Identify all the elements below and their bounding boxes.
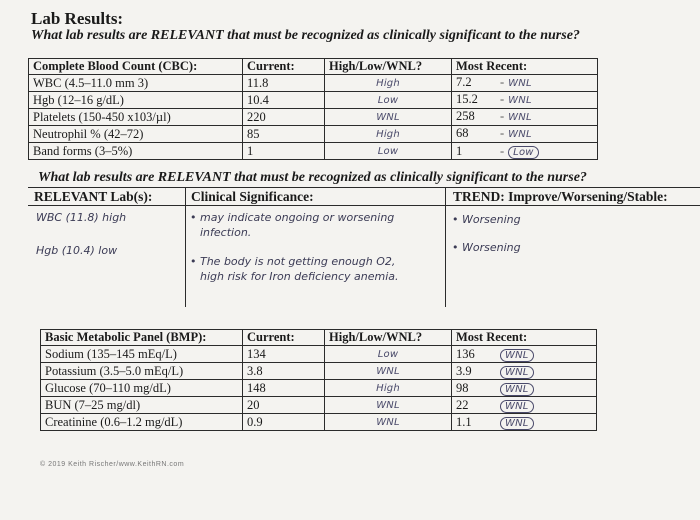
relevant-question-text: What lab results are RELEVANT that must be recognized as clinically significant to the nurse? — [38, 170, 587, 185]
recent-value: 22 — [456, 397, 469, 412]
recent-status-handwritten: WNL — [508, 95, 532, 106]
current-value: 20 — [243, 397, 325, 414]
status-handwritten: WNL — [376, 366, 400, 377]
recent-cell: 7.2 - WNL — [452, 75, 598, 92]
recent-value: 3.9 — [456, 363, 472, 378]
test-name: Glucose (70–110 mg/dL) — [41, 380, 243, 397]
recent-status-handwritten: WNL — [508, 129, 532, 140]
test-name: Band forms (3–5%) — [29, 143, 243, 160]
current-value: 1 — [243, 143, 325, 160]
cbc-header-recent: Most Recent: — [452, 59, 598, 75]
relevant-lab-hgb: Hgb (10.4) low — [36, 244, 118, 257]
cbc-table — [28, 58, 598, 160]
recent-status-handwritten: WNL — [500, 349, 534, 362]
recent-cell — [452, 346, 597, 363]
test-name: Neutrophil % (42–72) — [29, 126, 243, 143]
current-value: 85 — [243, 126, 325, 143]
table-row — [41, 363, 597, 380]
significance-hgb-line2: high risk for Iron deficiency anemia. — [200, 270, 399, 283]
current-value: 134 — [243, 346, 325, 363]
recent-cell — [452, 363, 597, 380]
cbc-header-status: High/Low/WNL? — [325, 59, 452, 75]
relevant-lab-wbc: WBC (11.8) high — [36, 211, 127, 224]
table-row — [29, 126, 598, 143]
relevant-header-labs: RELEVANT Lab(s): — [34, 189, 153, 204]
test-name: Creatinine (0.6–1.2 mg/dL) — [41, 414, 243, 431]
test-name: Hgb (12–16 g/dL) — [29, 92, 243, 109]
table-row — [29, 143, 598, 160]
status-handwritten: WNL — [376, 112, 400, 123]
current-value: 3.8 — [243, 363, 325, 380]
recent-status-handwritten: WNL — [500, 417, 534, 430]
bmp-header-test: Basic Metabolic Panel (BMP): — [41, 330, 243, 346]
recent-value: 7.2 — [456, 75, 472, 89]
recent-value: 1 — [456, 143, 463, 158]
significance-wbc — [190, 210, 394, 240]
recent-status-handwritten: WNL — [508, 78, 532, 89]
recent-value: 136 — [456, 346, 475, 361]
recent-status-handwritten: WNL — [500, 366, 534, 379]
question-text: What lab results are RELEVANT that must be recognized as clinically significant to the nurse? — [31, 28, 580, 43]
bmp-header-row — [41, 330, 597, 346]
status-handwritten: High — [376, 129, 400, 140]
significance-hgb-line1: • The body is not getting enough O2, — [190, 255, 396, 268]
table-row — [29, 75, 598, 92]
test-name: BUN (7–25 mg/dl) — [41, 397, 243, 414]
current-value: 11.8 — [243, 75, 325, 92]
status-handwritten: WNL — [376, 417, 400, 428]
relevant-divider-2 — [445, 187, 446, 307]
table-row — [41, 397, 597, 414]
recent-cell — [452, 397, 597, 414]
recent-cell: 68 - WNL — [452, 126, 598, 143]
recent-value: 98 — [456, 380, 469, 395]
significance-wbc-line1: • may indicate ongoing or worsening — [190, 211, 395, 224]
relevant-divider-1 — [185, 187, 186, 307]
significance-wbc-line2: infection. — [200, 226, 252, 239]
recent-cell: 1 - Low — [452, 143, 598, 160]
current-value: 0.9 — [243, 414, 325, 431]
status-handwritten: High — [376, 383, 400, 394]
status-handwritten: Low — [377, 146, 399, 157]
test-name: Potassium (3.5–5.0 mEq/L) — [41, 363, 243, 380]
recent-value: 1.1 — [456, 414, 472, 429]
trend-hgb: • Worsening — [452, 241, 521, 254]
recent-value: 68 — [456, 126, 469, 140]
bmp-header-recent: Most Recent: — [452, 330, 597, 346]
cbc-header-current: Current: — [243, 59, 325, 75]
relevant-header-significance: Clinical Significance: — [191, 189, 314, 204]
test-name: WBC (4.5–11.0 mm 3) — [29, 75, 243, 92]
current-value: 10.4 — [243, 92, 325, 109]
table-row — [41, 380, 597, 397]
test-name: Sodium (135–145 mEq/L) — [41, 346, 243, 363]
relevant-top-rule — [28, 187, 700, 188]
current-value: 148 — [243, 380, 325, 397]
table-row — [41, 346, 597, 363]
status-handwritten: WNL — [376, 400, 400, 411]
current-value: 220 — [243, 109, 325, 126]
significance-hgb — [190, 254, 398, 284]
bmp-table — [40, 329, 597, 431]
bmp-header-status: High/Low/WNL? — [325, 330, 452, 346]
copyright-footer: © 2019 Keith Rischer/www.KeithRN.com — [40, 461, 185, 468]
status-handwritten: Low — [377, 349, 399, 360]
table-row — [29, 109, 598, 126]
cbc-header-test: Complete Blood Count (CBC): — [29, 59, 243, 75]
recent-value: 258 — [456, 109, 475, 123]
recent-status-handwritten: WNL — [500, 400, 534, 413]
recent-cell: 258 - WNL — [452, 109, 598, 126]
cbc-header-row — [29, 59, 598, 75]
table-row — [41, 414, 597, 431]
bmp-header-current: Current: — [243, 330, 325, 346]
recent-value: 15.2 — [456, 92, 478, 106]
status-handwritten: High — [376, 78, 400, 89]
test-name: Platelets (150-450 x103/µl) — [29, 109, 243, 126]
relevant-header-trend: TREND: Improve/Worsening/Stable: — [453, 189, 668, 204]
recent-cell — [452, 414, 597, 431]
table-row — [29, 92, 598, 109]
recent-status-handwritten: Low — [508, 146, 538, 159]
recent-cell — [452, 380, 597, 397]
trend-wbc: • Worsening — [452, 213, 521, 226]
recent-status-handwritten: WNL — [500, 383, 534, 396]
recent-cell: 15.2 - WNL — [452, 92, 598, 109]
recent-status-handwritten: WNL — [508, 112, 532, 123]
relevant-header-rule — [28, 205, 700, 206]
page-title: Lab Results: — [31, 9, 124, 28]
status-handwritten: Low — [377, 95, 399, 106]
